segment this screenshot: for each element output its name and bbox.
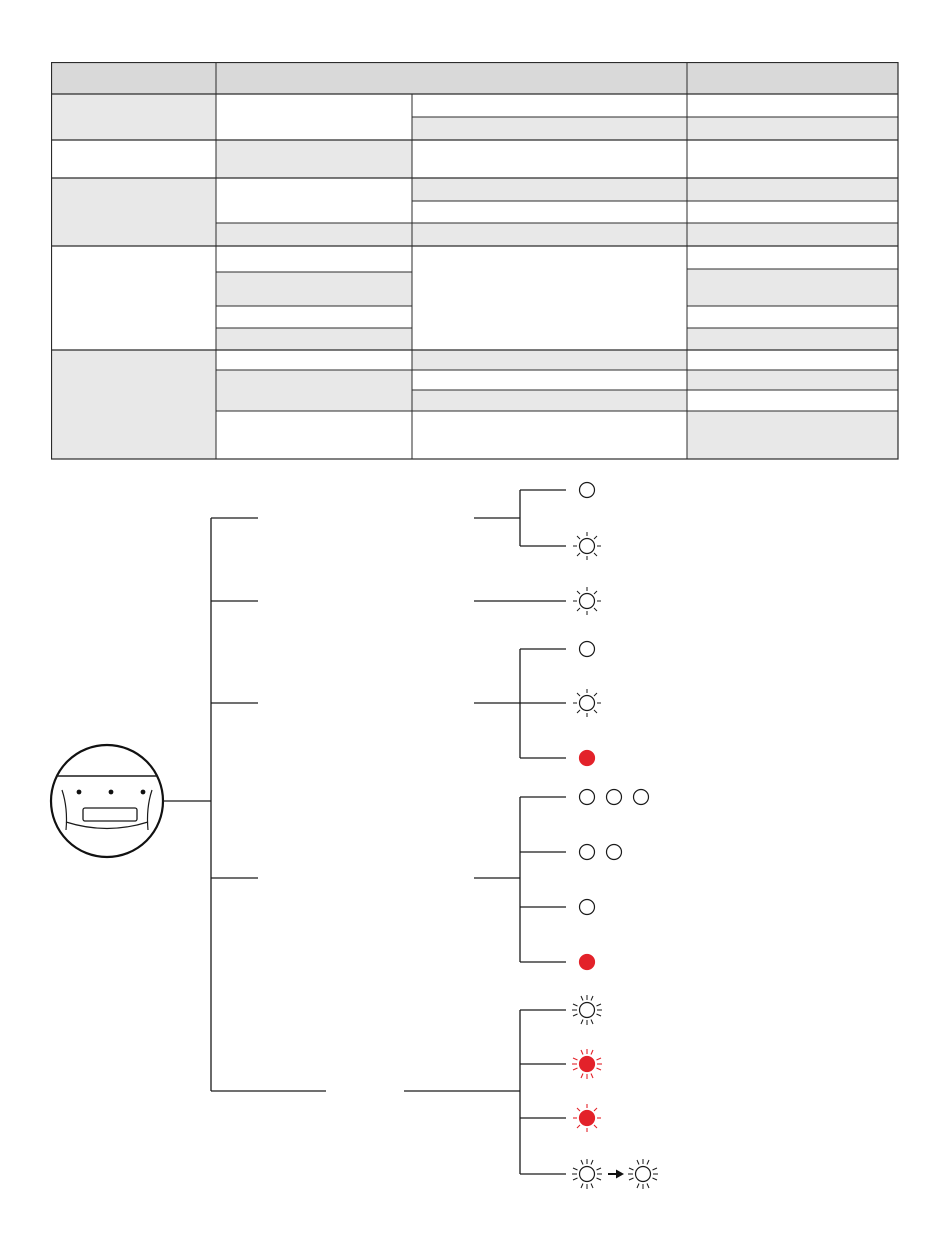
led-blink-red-icon — [573, 1104, 601, 1132]
branch-group-3 — [474, 649, 566, 758]
arrow-right-icon — [608, 1170, 624, 1179]
led-off-icon — [580, 483, 595, 498]
led-fast-blink-white-icon — [572, 995, 602, 1025]
branch-group-1 — [474, 490, 566, 546]
branch-group-4 — [474, 797, 566, 962]
led-dot-icon — [77, 790, 82, 795]
led-blink-white-icon — [573, 689, 601, 717]
led-off-icon — [607, 790, 622, 805]
branch-group-5 — [404, 1010, 566, 1174]
led-solid-red-icon — [580, 751, 595, 766]
led-off-icon — [580, 790, 595, 805]
tree-trunk — [163, 518, 326, 1091]
led-off-icon — [580, 845, 595, 860]
led-fast-blink-red-icon — [572, 1049, 602, 1079]
led-blink-white-icon — [573, 587, 601, 615]
led-fast-blink-white-icon — [572, 1159, 602, 1189]
led-off-icon — [607, 845, 622, 860]
led-fast-blink-white-icon — [628, 1159, 658, 1189]
led-dot-icon — [109, 790, 114, 795]
led-blink-white-icon — [573, 532, 601, 560]
led-solid-red-icon — [580, 955, 595, 970]
led-off-icon — [580, 900, 595, 915]
led-off-icon — [634, 790, 649, 805]
led-dot-icon — [141, 790, 146, 795]
device-closeup-icon — [51, 745, 163, 857]
led-off-icon — [580, 642, 595, 657]
